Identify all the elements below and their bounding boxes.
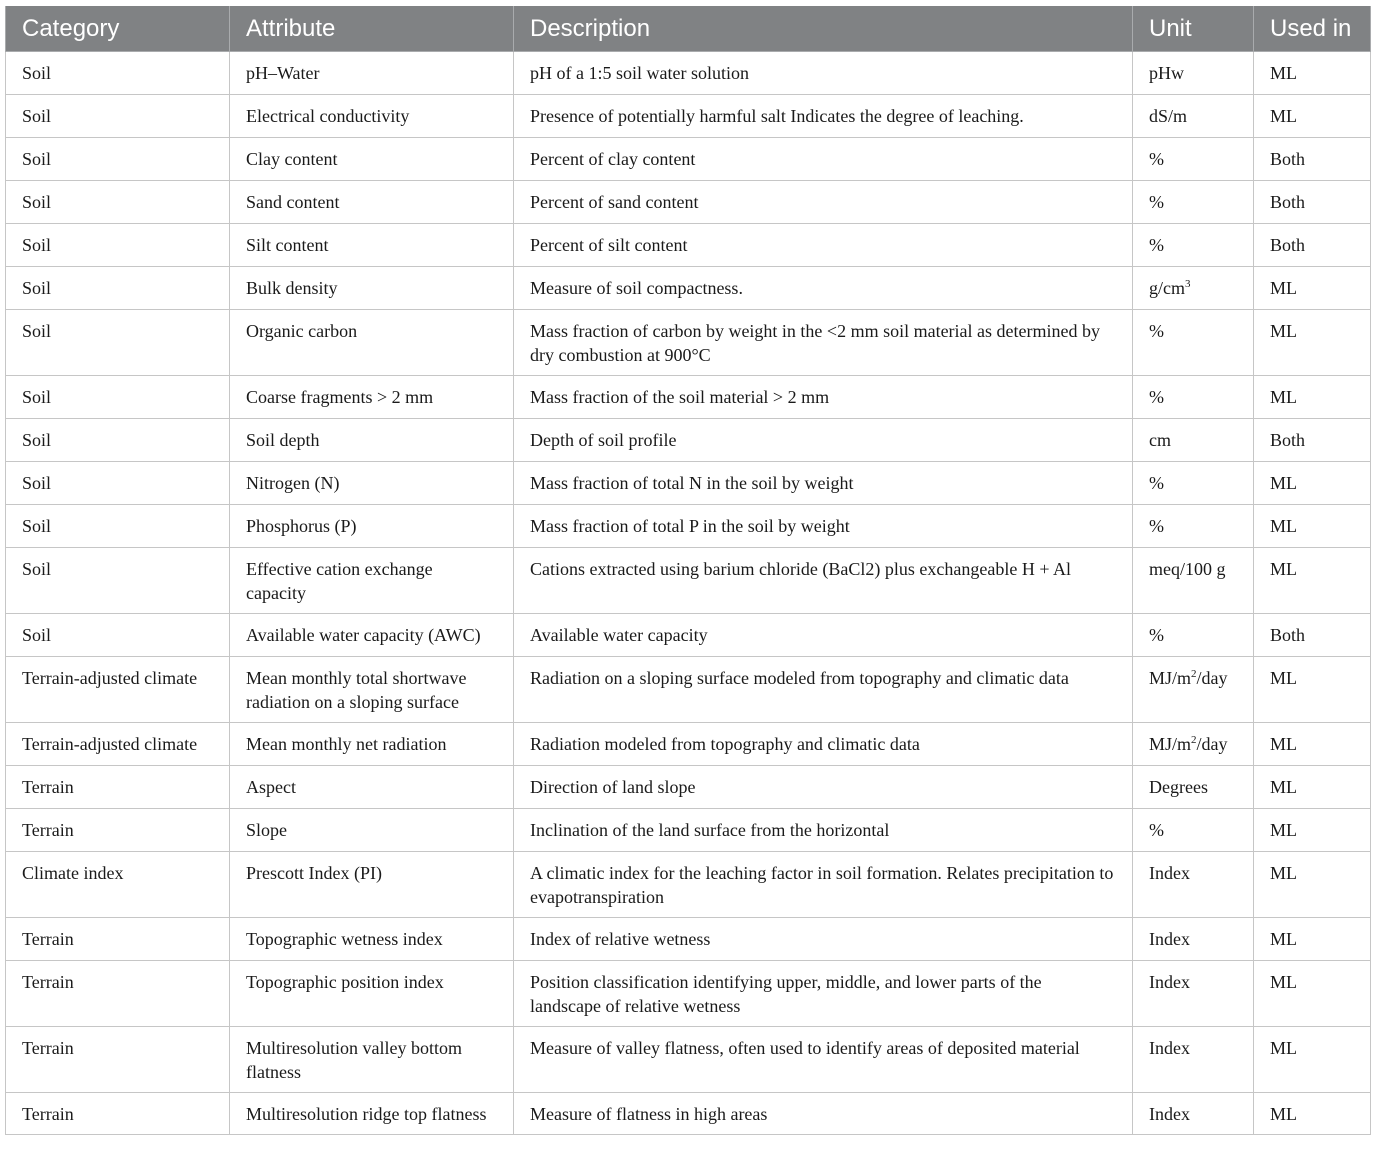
cell-description: Percent of sand content (514, 181, 1133, 224)
unit-base: % (1149, 516, 1164, 536)
cell-description: Mass fraction of the soil material > 2 mm (514, 376, 1133, 419)
unit-base: dS/m (1149, 106, 1188, 126)
table-row (6, 462, 1371, 505)
unit-base: % (1149, 473, 1164, 493)
cell-category: Climate index (6, 852, 230, 918)
table-row (6, 657, 1371, 723)
cell-unit (1133, 1027, 1254, 1093)
cell-attribute: Effective cation exchange capacity (230, 548, 514, 614)
unit-base: cm (1149, 430, 1171, 450)
cell-category: Terrain-adjusted climate (6, 657, 230, 723)
unit-base: MJ/m (1149, 668, 1192, 688)
unit-superscript: 2 (1191, 668, 1197, 680)
cell-attribute: Multiresolution ridge top flatness (230, 1093, 514, 1135)
table-row (6, 852, 1371, 918)
unit-base: MJ/m (1149, 734, 1192, 754)
cell-unit (1133, 918, 1254, 961)
cell-used-in: ML (1254, 809, 1371, 852)
unit-base: % (1149, 625, 1164, 645)
cell-description: Position classification identifying upper, middle, and lower parts of the landscape of relative wetness (514, 961, 1133, 1027)
cell-used-in: ML (1254, 961, 1371, 1027)
cell-used-in: Both (1254, 181, 1371, 224)
table-row (6, 918, 1371, 961)
cell-used-in: ML (1254, 310, 1371, 376)
cell-description: Percent of silt content (514, 224, 1133, 267)
cell-description: Cations extracted using barium chloride (BaCl2) plus exchangeable H + Al (514, 548, 1133, 614)
cell-unit (1133, 376, 1254, 419)
cell-description: Mass fraction of total P in the soil by weight (514, 505, 1133, 548)
cell-used-in: ML (1254, 376, 1371, 419)
cell-used-in: Both (1254, 614, 1371, 657)
unit-suffix: /day (1196, 734, 1228, 754)
cell-category: Soil (6, 505, 230, 548)
cell-unit (1133, 419, 1254, 462)
table-row (6, 181, 1371, 224)
column-header-unit: Unit (1133, 6, 1254, 52)
cell-category: Soil (6, 95, 230, 138)
attributes-table (5, 6, 1371, 1135)
table-header (6, 6, 1371, 52)
unit-base: Index (1149, 1104, 1190, 1124)
cell-unit (1133, 657, 1254, 723)
cell-used-in: ML (1254, 505, 1371, 548)
cell-used-in: ML (1254, 766, 1371, 809)
cell-description: Measure of soil compactness. (514, 267, 1133, 310)
cell-attribute: Mean monthly net radiation (230, 723, 514, 766)
unit-base: % (1149, 820, 1164, 840)
unit-base: % (1149, 321, 1164, 341)
cell-description: Mass fraction of total N in the soil by weight (514, 462, 1133, 505)
unit-base: Index (1149, 863, 1190, 883)
cell-unit (1133, 852, 1254, 918)
cell-used-in: ML (1254, 95, 1371, 138)
cell-unit (1133, 52, 1254, 95)
cell-attribute: Bulk density (230, 267, 514, 310)
cell-category: Terrain (6, 918, 230, 961)
unit-base: % (1149, 149, 1164, 169)
table-row (6, 138, 1371, 181)
table-row (6, 267, 1371, 310)
cell-attribute: Prescott Index (PI) (230, 852, 514, 918)
column-header-attribute: Attribute (230, 6, 514, 52)
cell-attribute: Electrical conductivity (230, 95, 514, 138)
cell-attribute: Clay content (230, 138, 514, 181)
cell-used-in: ML (1254, 852, 1371, 918)
cell-used-in: ML (1254, 267, 1371, 310)
column-header-description: Description (514, 6, 1133, 52)
cell-used-in: ML (1254, 462, 1371, 505)
cell-category: Soil (6, 224, 230, 267)
cell-unit (1133, 138, 1254, 181)
cell-description: pH of a 1:5 soil water solution (514, 52, 1133, 95)
unit-base: % (1149, 192, 1164, 212)
unit-superscript: 3 (1185, 278, 1191, 290)
table-row (6, 1027, 1371, 1093)
cell-unit (1133, 766, 1254, 809)
cell-used-in: Both (1254, 224, 1371, 267)
cell-used-in: ML (1254, 52, 1371, 95)
unit-base: % (1149, 235, 1164, 255)
table-row (6, 723, 1371, 766)
cell-attribute: Topographic position index (230, 961, 514, 1027)
cell-category: Terrain-adjusted climate (6, 723, 230, 766)
column-header-used-in: Used in (1254, 6, 1371, 52)
column-header-category: Category (6, 6, 230, 52)
cell-attribute: Aspect (230, 766, 514, 809)
cell-used-in: ML (1254, 657, 1371, 723)
table-row (6, 548, 1371, 614)
table-row (6, 766, 1371, 809)
cell-description: Direction of land slope (514, 766, 1133, 809)
cell-attribute: Mean monthly total shortwave radiation on a sloping surface (230, 657, 514, 723)
cell-description: Mass fraction of carbon by weight in the <2 mm soil material as determined by dry combustion at 900°C (514, 310, 1133, 376)
cell-unit (1133, 1093, 1254, 1135)
cell-category: Soil (6, 181, 230, 224)
cell-category: Soil (6, 419, 230, 462)
cell-unit (1133, 310, 1254, 376)
cell-category: Soil (6, 138, 230, 181)
unit-suffix: /day (1196, 668, 1228, 688)
unit-base: Index (1149, 1038, 1190, 1058)
cell-category: Terrain (6, 1093, 230, 1135)
cell-used-in: ML (1254, 1093, 1371, 1135)
cell-description: Available water capacity (514, 614, 1133, 657)
unit-superscript: 2 (1191, 734, 1197, 746)
cell-category: Terrain (6, 1027, 230, 1093)
cell-used-in: ML (1254, 548, 1371, 614)
cell-category: Terrain (6, 809, 230, 852)
cell-description: Measure of flatness in high areas (514, 1093, 1133, 1135)
cell-category: Soil (6, 52, 230, 95)
cell-attribute: Soil depth (230, 419, 514, 462)
header-row (6, 6, 1371, 52)
unit-base: meq/100 g (1149, 559, 1226, 579)
cell-attribute: pH–Water (230, 52, 514, 95)
table-row (6, 961, 1371, 1027)
cell-unit (1133, 224, 1254, 267)
unit-base: pHw (1149, 63, 1184, 83)
cell-unit (1133, 462, 1254, 505)
cell-category: Terrain (6, 961, 230, 1027)
cell-description: Index of relative wetness (514, 918, 1133, 961)
cell-category: Soil (6, 462, 230, 505)
table-row (6, 614, 1371, 657)
table-row (6, 95, 1371, 138)
cell-category: Soil (6, 614, 230, 657)
unit-base: Index (1149, 929, 1190, 949)
cell-attribute: Nitrogen (N) (230, 462, 514, 505)
cell-attribute: Multiresolution valley bottom flatness (230, 1027, 514, 1093)
cell-used-in: Both (1254, 138, 1371, 181)
unit-base: g/cm (1149, 278, 1185, 298)
unit-base: Index (1149, 972, 1190, 992)
cell-attribute: Organic carbon (230, 310, 514, 376)
cell-used-in: ML (1254, 918, 1371, 961)
table-row (6, 1093, 1371, 1135)
cell-attribute: Silt content (230, 224, 514, 267)
cell-description: Measure of valley flatness, often used to identify areas of deposited material (514, 1027, 1133, 1093)
cell-category: Terrain (6, 766, 230, 809)
cell-used-in: ML (1254, 723, 1371, 766)
unit-base: % (1149, 387, 1164, 407)
cell-category: Soil (6, 548, 230, 614)
table-row (6, 310, 1371, 376)
cell-used-in: Both (1254, 419, 1371, 462)
cell-category: Soil (6, 310, 230, 376)
cell-category: Soil (6, 267, 230, 310)
cell-used-in: ML (1254, 1027, 1371, 1093)
table-body (6, 52, 1371, 1135)
cell-description: Depth of soil profile (514, 419, 1133, 462)
cell-attribute: Topographic wetness index (230, 918, 514, 961)
cell-unit (1133, 267, 1254, 310)
table-row (6, 224, 1371, 267)
cell-unit (1133, 809, 1254, 852)
cell-description: Inclination of the land surface from the horizontal (514, 809, 1133, 852)
cell-attribute: Coarse fragments > 2 mm (230, 376, 514, 419)
table-row (6, 52, 1371, 95)
cell-description: Presence of potentially harmful salt Indicates the degree of leaching. (514, 95, 1133, 138)
table-row (6, 809, 1371, 852)
cell-unit (1133, 614, 1254, 657)
table-row (6, 505, 1371, 548)
cell-attribute: Sand content (230, 181, 514, 224)
table-row (6, 419, 1371, 462)
cell-attribute: Phosphorus (P) (230, 505, 514, 548)
cell-unit (1133, 95, 1254, 138)
table-row (6, 376, 1371, 419)
cell-description: Radiation modeled from topography and climatic data (514, 723, 1133, 766)
cell-unit (1133, 961, 1254, 1027)
cell-unit (1133, 723, 1254, 766)
cell-attribute: Available water capacity (AWC) (230, 614, 514, 657)
cell-attribute: Slope (230, 809, 514, 852)
cell-description: Radiation on a sloping surface modeled from topography and climatic data (514, 657, 1133, 723)
cell-category: Soil (6, 376, 230, 419)
cell-description: Percent of clay content (514, 138, 1133, 181)
unit-base: Degrees (1149, 777, 1208, 797)
cell-unit (1133, 548, 1254, 614)
cell-description: A climatic index for the leaching factor in soil formation. Relates precipitation to evapotranspiration (514, 852, 1133, 918)
cell-unit (1133, 181, 1254, 224)
cell-unit (1133, 505, 1254, 548)
